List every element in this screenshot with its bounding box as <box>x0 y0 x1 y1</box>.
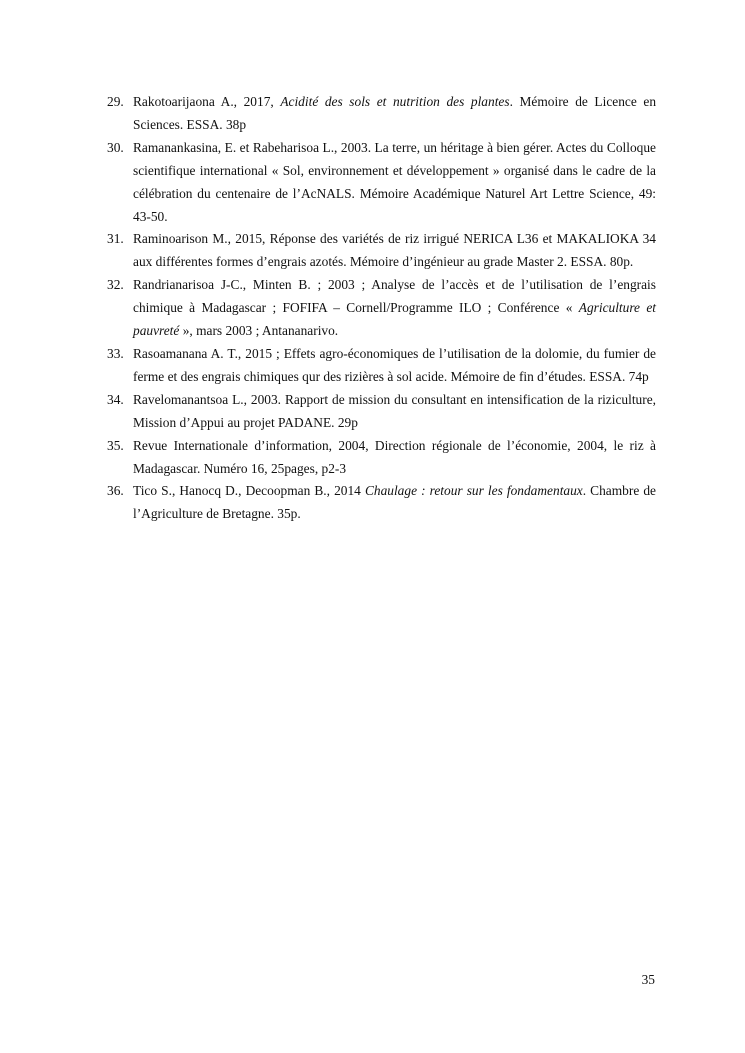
reference-list <box>107 91 656 526</box>
reference-35 <box>107 435 656 481</box>
reference-number: 30. <box>107 139 124 155</box>
reference-number: 34. <box>107 391 124 407</box>
reference-34 <box>107 389 656 435</box>
reference-text-end: . Chambre de l’Agriculture de Bretagne. 35p. <box>133 483 656 522</box>
reference-text: Tico S., Hanocq D., Decoopman B., 2014 <box>133 483 365 499</box>
reference-29 <box>107 91 656 137</box>
reference-title-italic: Acidité des sols et nutrition des plantes <box>280 94 510 109</box>
reference-text: Rakotoarijaona A., 2017, <box>133 94 281 109</box>
reference-text-end: », mars 2003 ; Antananarivo. <box>179 323 339 339</box>
reference-32 <box>107 274 656 343</box>
reference-text: Rasoamanana A. T., 2015 ; Effets agro-économiques de l’utilisation de la dolomie, du fumier de ferme et des engrais chimiques qur des rizières à sol acide. Mémoire de fin d’études. ESSA. 74p <box>133 345 656 384</box>
reference-text: Revue Internationale d’information, 2004, Direction régionale de l’économie, 2004, le riz à Madagascar. Numéro 16, 25pages, p2-3 <box>133 437 656 476</box>
page-number: 35 <box>641 972 655 987</box>
reference-text: Randrianarisoa J-C., Minten B. ; 2003 ; Analyse de l’accès et de l’utilisation de l’engrais chimique à Madagascar ; FOFIFA – Cornell/Programme ILO ; Conférence « <box>133 277 656 316</box>
reference-number: 35. <box>107 437 124 453</box>
reference-number: 29. <box>107 94 124 109</box>
reference-number: 36. <box>107 483 124 499</box>
reference-title-italic: Chaulage : retour sur les fondamentaux <box>364 483 583 499</box>
reference-title-italic: Agriculture et pauvreté <box>133 300 657 339</box>
reference-number: 31. <box>107 231 124 247</box>
reference-36 <box>107 480 656 526</box>
reference-text: Raminoarison M., 2015, Réponse des variétés de riz irrigué NERICA L36 et MAKALIOKA 34 aux différentes formes d’engrais azotés. Mémoire d’ingénieur au grade Master 2. ESSA. 80p. <box>133 231 656 270</box>
reference-31 <box>107 228 656 274</box>
reference-text-end: . Mémoire de Licence en Sciences. ESSA. 38p <box>133 94 657 132</box>
reference-text: Ramanankasina, E. et Rabeharisoa L., 2003. La terre, un héritage à bien gérer. Actes du Colloque scientifique international « Sol, environnement et développement » organisé dans le cadre de la célébration du centenaire de l’AcNALS. Mémoire Académique Naturel Art Lettre Science, 49: 43-50. <box>133 139 656 224</box>
reference-number: 33. <box>107 345 124 361</box>
reference-text: Ravelomanantsoa L., 2003. Rapport de mission du consultant en intensification de la riziculture, Mission d’Appui au projet PADANE. 29p <box>133 391 656 430</box>
reference-30 <box>107 137 656 229</box>
reference-33 <box>107 343 656 389</box>
reference-number: 32. <box>107 277 124 293</box>
